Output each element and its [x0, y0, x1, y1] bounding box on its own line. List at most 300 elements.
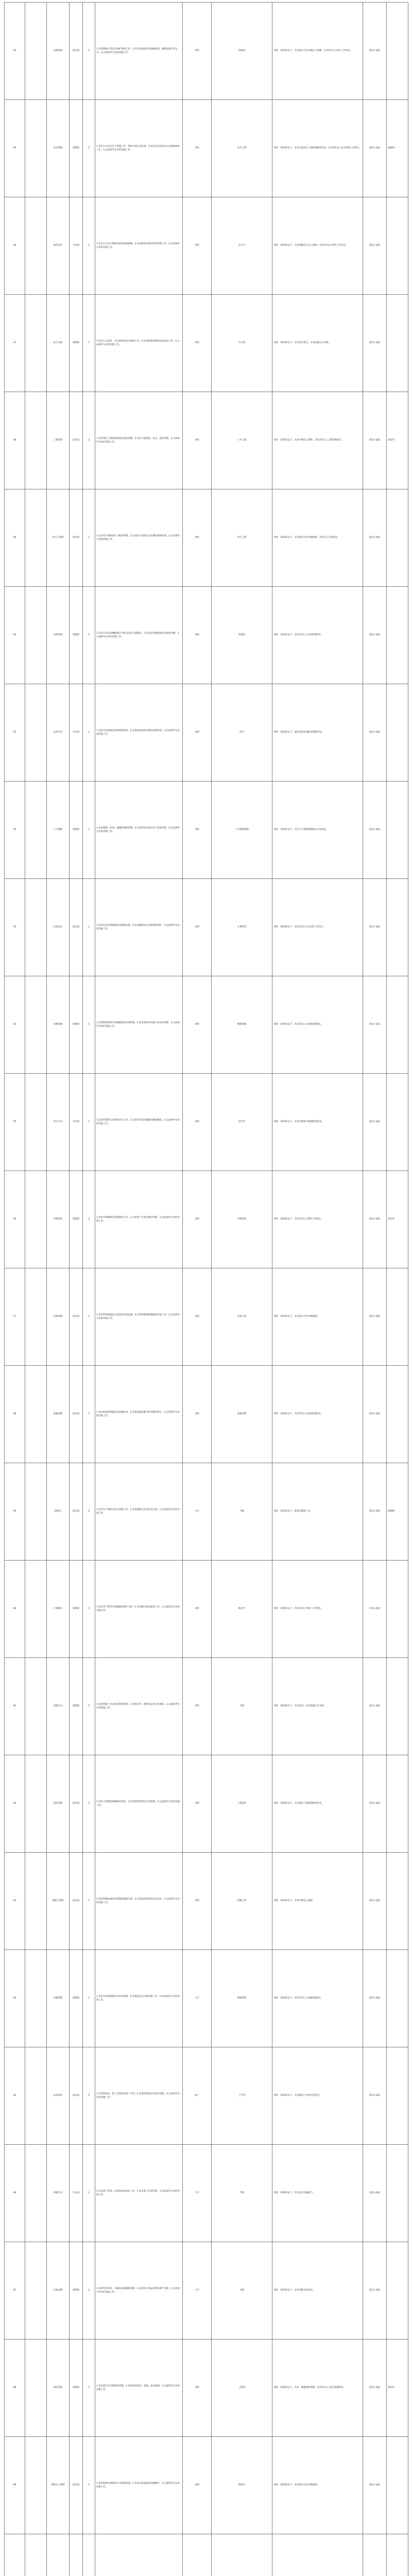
row-education: 本科	[183, 1366, 212, 1463]
row-position: 质量管理	[47, 1366, 70, 1463]
row-number: 51	[5, 684, 25, 782]
row-major: 不限	[212, 1463, 272, 1561]
table-row	[5, 1171, 408, 1268]
row-count: 2	[83, 1463, 95, 1561]
row-note	[387, 587, 408, 684]
row-count: 1	[83, 1074, 95, 1171]
row-duties: 1.负责环保设施运行监督及环境监测。2.负责环保资料编制及申报工作。3.完成领导交办的其他工作。	[95, 1268, 183, 1366]
row-education: 大专	[183, 1950, 212, 2047]
row-conditions: 年龄：35周岁以下；具有初级会计以上职称；具有2年以上财务工作经历。	[272, 197, 363, 295]
row-duties	[95, 2534, 183, 2576]
row-duties: 1.负责公司安全生产管理工作，组织开展安全检查。2.负责安全培训及应急演练组织工作。3.完成领导交办的其他工作。	[95, 100, 183, 197]
row-major: 不限	[212, 1658, 272, 1755]
row-conditions: 年龄：35周岁以下；具有3年以上运营管理经历。	[272, 587, 363, 684]
row-conditions: 年龄：40周岁以下；具有一级建造师资格；具有5年以上项目管理经历。	[272, 2340, 363, 2437]
row-type: 技术岗	[70, 879, 83, 976]
row-major: 质量管理	[212, 1366, 272, 1463]
row-unit	[25, 1268, 47, 1366]
row-education: 大专	[183, 2145, 212, 2242]
row-position: 行政后勤	[47, 2242, 70, 2340]
row-unit	[25, 1171, 47, 1268]
row-conditions: 年龄：35周岁以下；中共党员优先；具有较强文字功底。	[272, 295, 363, 392]
row-type: 管理岗	[70, 1658, 83, 1755]
row-type: 技术岗	[70, 1366, 83, 1463]
row-conditions: 年龄：35周岁以下；具有2年以上统计工作经历。	[272, 1561, 363, 1658]
row-count: 1	[83, 1366, 95, 1463]
row-note	[387, 1950, 408, 2047]
row-unit	[25, 782, 47, 879]
row-conditions: 年龄：35周岁以下；具有中级以上职称。	[272, 1853, 363, 1950]
table-row	[5, 2145, 408, 2242]
row-type: 专业岗	[70, 197, 83, 295]
row-education: 大专	[183, 2242, 212, 2340]
row-note	[387, 2047, 408, 2145]
row-duties: 1.负责生产经营计划编制及统计分析。2.负责统计报表报送工作。3.完成领导交办的其他工作。	[95, 1561, 183, 1658]
row-exam: 笔试+面试	[363, 1074, 387, 1171]
row-duties: 1.负责物资采购计划编制及供应商管理。2.负责采购合同执行及成本控制。3.完成领导交办的其他工作。	[95, 976, 183, 1074]
row-unit	[25, 2534, 47, 2576]
row-type: 管理岗	[70, 1561, 83, 1658]
row-position: 采购管理	[47, 976, 70, 1074]
row-position: 财务会计	[47, 197, 70, 295]
row-note	[387, 1074, 408, 1171]
row-position: 电气工程师	[47, 489, 70, 587]
row-number: 64	[5, 1950, 25, 2047]
row-number: 55	[5, 1074, 25, 1171]
row-count: 1	[83, 2242, 95, 2340]
row-major: 安全工程	[212, 100, 272, 197]
row-number: 45	[5, 100, 25, 197]
row-count: 2	[83, 1171, 95, 1268]
row-major: 人力资源管理	[212, 782, 272, 879]
row-number: 67	[5, 2242, 25, 2340]
row-note	[387, 782, 408, 879]
row-unit	[25, 684, 47, 782]
row-count: 1	[83, 2145, 95, 2242]
table-row	[5, 3, 408, 100]
row-count: 1	[83, 1853, 95, 1950]
row-unit	[25, 1950, 47, 2047]
table-row	[5, 489, 408, 587]
row-duties: 1.负责项目工程现场管理及进度控制。2.负责工程质量、安全、造价管理。3.完成领导交办的其他工作。	[95, 392, 183, 489]
row-duties: 1.负责合同审核及法律风险防控。2.负责诉讼案件处理及法律咨询。3.完成领导交办的其他工作。	[95, 684, 183, 782]
row-exam: 笔试+面试	[363, 2437, 387, 2534]
row-note: 需驻外	[387, 2340, 408, 2437]
row-number: 58	[5, 1366, 25, 1463]
table-row	[5, 1853, 408, 1950]
row-education: 本科	[183, 2340, 212, 2437]
row-education: 本科	[183, 392, 212, 489]
row-count: 1	[83, 2437, 95, 2534]
row-duties: 1.负责电气系统设计与维护管理。2.负责电气设备运行监测及故障处理。3.完成领导交办的其他工作。	[95, 489, 183, 587]
row-education: 本科	[183, 1755, 212, 1853]
table-row	[5, 684, 408, 782]
row-position: 信息技术	[47, 879, 70, 976]
row-number: 59	[5, 1463, 25, 1561]
row-number: 49	[5, 489, 25, 587]
row-education: 本科	[183, 1561, 212, 1658]
row-note	[387, 976, 408, 1074]
row-education: 本科	[183, 1268, 212, 1366]
row-count: 1	[83, 1658, 95, 1755]
row-type: 管理岗	[70, 2340, 83, 2437]
row-exam: 笔试+面试	[363, 3, 387, 100]
row-note	[387, 1658, 408, 1755]
row-type: 管理岗	[70, 782, 83, 879]
row-duties: 1.负责机械设备技术管理及维修计划。2.负责设备改造及技术攻关。3.完成领导交办的其他工作。	[95, 1853, 183, 1950]
row-unit	[25, 3, 47, 100]
row-major: 物流管理	[212, 976, 272, 1074]
row-count: 1	[83, 1268, 95, 1366]
row-education: 本科	[183, 684, 212, 782]
row-position: 调度员	[47, 1463, 70, 1561]
row-type: 管理岗	[70, 295, 83, 392]
row-unit	[25, 1366, 47, 1463]
row-type: 专业岗	[70, 1074, 83, 1171]
row-number: 62	[5, 1755, 25, 1853]
recruitment-table	[4, 2, 408, 2576]
row-unit	[25, 2340, 47, 2437]
row-number: 48	[5, 392, 25, 489]
table-row	[5, 2242, 408, 2340]
row-conditions: 年龄：35周岁以下；具有造价工程师资格者优先。	[272, 1755, 363, 1853]
row-note	[387, 1853, 408, 1950]
row-count: 1	[83, 197, 95, 295]
row-note	[387, 1561, 408, 1658]
row-type	[70, 2534, 83, 2576]
row-conditions: 年龄：35周岁以下；中共党员；具有较强文字功底。	[272, 1658, 363, 1755]
row-duties: 1.负责招聘、培训、薪酬及绩效管理。2.负责劳动关系及员工档案管理。3.完成领导交办的其他工作。	[95, 782, 183, 879]
row-position: 安全管理	[47, 100, 70, 197]
table-row	[5, 392, 408, 489]
table-row	[5, 1074, 408, 1171]
table-row	[5, 2047, 408, 2145]
row-exam: 笔试+面试	[363, 1853, 387, 1950]
row-number: 68	[5, 2340, 25, 2437]
row-count: 1	[83, 976, 95, 1074]
row-count: 1	[83, 3, 95, 100]
row-exam: 笔试+面试	[363, 489, 387, 587]
row-type: 管理岗	[70, 587, 83, 684]
row-duties: 1.负责信息化系统建设及网络运维。2.负责数据安全及软硬件维护。3.完成领导交办的其他工作。	[95, 879, 183, 976]
row-unit	[25, 1853, 47, 1950]
row-conditions: 年龄：35周岁以下；具有相关专业中级职称。	[272, 2437, 363, 2534]
table-row	[5, 1950, 408, 2047]
row-type: 专业岗	[70, 684, 83, 782]
row-duties: 1.负责行政事务、车辆及后勤保障管理。2.负责办公用品采购及资产管理。3.完成领导交办的其他工作。	[95, 2242, 183, 2340]
row-number: 53	[5, 879, 25, 976]
row-education: 大专	[183, 1463, 212, 1561]
row-education: 本科	[183, 2437, 212, 2534]
row-conditions: 年龄：35周岁以下；具有良好沟通能力。	[272, 2145, 363, 2242]
row-position: 市场营销	[47, 1171, 70, 1268]
row-major: 给排水	[212, 2437, 272, 2534]
row-position: 环保管理	[47, 1268, 70, 1366]
row-duties: 1.负责市场调研及营销策划工作。2.负责客户开发及维护管理。3.完成领导交办的其他工作。	[95, 1171, 183, 1268]
row-major: 机械类	[212, 3, 272, 100]
row-number: 65	[5, 2047, 25, 2145]
row-type: 管理岗	[70, 976, 83, 1074]
row-number: 54	[5, 976, 25, 1074]
row-duties: 1.负责新技术、新工艺研发及推广应用。2.负责科研项目申报及管理。3.完成领导交办的其他工作。	[95, 2047, 183, 2145]
row-position: 设备管理	[47, 3, 70, 100]
row-number: 60	[5, 1561, 25, 1658]
row-education: 本科	[183, 489, 212, 587]
row-note	[387, 1366, 408, 1463]
table-row	[5, 2340, 408, 2437]
row-duties: 1.负责系统日常运行维护管理工作。2.负责设备巡检及故障排查，确保设备正常运行。3.完成领导交办的其他工作。	[95, 3, 183, 100]
row-unit	[25, 2145, 47, 2242]
row-count	[83, 2534, 95, 2576]
row-major: 管理类	[212, 587, 272, 684]
table-row	[5, 587, 408, 684]
row-major: 工学类	[212, 2047, 272, 2145]
row-number: 50	[5, 587, 25, 684]
row-position: 客服专员	[47, 2145, 70, 2242]
row-type: 技术岗	[70, 3, 83, 100]
row-number: 44	[5, 3, 25, 100]
row-note: 需值班	[387, 100, 408, 197]
row-number: 52	[5, 782, 25, 879]
row-type: 技术岗	[70, 392, 83, 489]
row-exam: 笔试+面试	[363, 1755, 387, 1853]
table-row	[5, 879, 408, 976]
table-body	[5, 3, 408, 2576]
row-number: 56	[5, 1171, 25, 1268]
row-education: 硕士	[183, 2047, 212, 2145]
row-major	[212, 2534, 272, 2576]
row-unit	[25, 1561, 47, 1658]
row-major: 机械工程	[212, 1853, 272, 1950]
row-conditions: 年龄：35周岁以下；具有研发工作经历者优先。	[272, 2047, 363, 2145]
row-position: 技术研发	[47, 2047, 70, 2145]
table-row	[5, 1366, 408, 1463]
row-unit	[25, 2437, 47, 2534]
row-education: 本科	[183, 1074, 212, 1171]
row-education: 本科	[183, 100, 212, 197]
row-conditions: 年龄：35周岁以下；具有中级审计师职称者优先。	[272, 1074, 363, 1171]
row-number: 57	[5, 1268, 25, 1366]
row-education: 本科	[183, 587, 212, 684]
row-major: 物流管理	[212, 1950, 272, 2047]
row-position: 工程管理	[47, 392, 70, 489]
row-note	[387, 2437, 408, 2534]
row-unit	[25, 197, 47, 295]
row-count: 1	[83, 587, 95, 684]
row-note	[387, 2242, 408, 2340]
row-type: 技术岗	[70, 1755, 83, 1853]
row-major: 不限	[212, 2242, 272, 2340]
row-exam: 笔试+面试	[363, 392, 387, 489]
row-conditions: 年龄：35周岁以下；具有人力资源管理师证书者优先。	[272, 782, 363, 879]
row-count: 1	[83, 1561, 95, 1658]
table-row	[5, 2437, 408, 2534]
row-count: 1	[83, 1755, 95, 1853]
row-duties: 1.负责仓库物资收发及库存管理。2.负责盘点及台账管理工作。3.完成领导交办的其他工作。	[95, 1950, 183, 2047]
row-unit	[25, 1463, 47, 1561]
row-count: 1	[83, 1950, 95, 2047]
row-note: 需驻外	[387, 392, 408, 489]
row-type: 技术岗	[70, 1853, 83, 1950]
row-exam: 笔试+面试	[363, 684, 387, 782]
row-unit	[25, 1074, 47, 1171]
row-position: 审计专员	[47, 1074, 70, 1171]
row-count: 1	[83, 684, 95, 782]
row-education: 本科	[183, 782, 212, 879]
row-major: 审计学	[212, 1074, 272, 1171]
row-number: 46	[5, 197, 25, 295]
row-position: 人力资源	[47, 782, 70, 879]
table-row	[5, 100, 408, 197]
row-major: 环境工程	[212, 1268, 272, 1366]
row-position: 造价管理	[47, 1755, 70, 1853]
row-education: 本科	[183, 976, 212, 1074]
row-education: 本科	[183, 1658, 212, 1755]
row-count: 1	[83, 2340, 95, 2437]
row-duties: 1.负责项目全过程组织管理。2.负责项目进度、质量、成本控制。3.完成领导交办的其他工作。	[95, 2340, 183, 2437]
row-unit	[25, 295, 47, 392]
row-duties: 1.负责党建工作及党员教育管理。2.负责宣传、群团及企业文化建设。3.完成领导交办的其他工作。	[95, 1658, 183, 1755]
row-major: 市场营销	[212, 1171, 272, 1268]
row-note	[387, 295, 408, 392]
row-count: 1	[83, 100, 95, 197]
row-position: 机械工程师	[47, 1853, 70, 1950]
row-note	[387, 489, 408, 587]
row-position: 计划统计	[47, 1561, 70, 1658]
table-row	[5, 2534, 408, 2576]
row-duties: 1.负责客户咨询、投诉处理及回访工作。2.负责客户信息管理。3.完成领导交办的其他工作。	[95, 2145, 183, 2242]
row-unit	[25, 587, 47, 684]
table-row	[5, 976, 408, 1074]
row-duties: 1.负责生产调度及运行协调工作。2.负责调度记录及信息汇报。3.完成领导交办的其他工作。	[95, 1463, 183, 1561]
row-unit	[25, 100, 47, 197]
row-type: 技术岗	[70, 1463, 83, 1561]
row-note	[387, 1268, 408, 1366]
row-position: 综合文秘	[47, 295, 70, 392]
row-major: 电气工程	[212, 489, 272, 587]
row-position	[47, 2534, 70, 2576]
row-position: 党建专员	[47, 1658, 70, 1755]
row-conditions: 年龄：35周岁以下；具有注册安全工程师资格者优先；具有3年以上安全管理工作经历。	[272, 100, 363, 197]
row-duties: 1.负责给排水系统设计及运维管理。2.负责水质监测及设施维护。3.完成领导交办的其他工作。	[95, 2437, 183, 2534]
row-education: 本科	[183, 1853, 212, 1950]
table-row	[5, 1755, 408, 1853]
row-exam: 笔试+面试	[363, 1366, 387, 1463]
row-conditions: 年龄：35周岁以下；通过国家法律职业资格考试。	[272, 684, 363, 782]
recruitment-table-sheet	[4, 2, 408, 2576]
table-row	[5, 197, 408, 295]
table-row	[5, 782, 408, 879]
row-count: 2	[83, 392, 95, 489]
row-number: 63	[5, 1853, 25, 1950]
row-count: 2	[83, 2047, 95, 2145]
row-education	[183, 2534, 212, 2576]
row-type: 技术岗	[70, 1268, 83, 1366]
row-exam: 笔试+面试	[363, 1561, 387, 1658]
row-exam: 笔试+面试	[363, 782, 387, 879]
row-type: 技术岗	[70, 2047, 83, 2145]
row-number: 66	[5, 2145, 25, 2242]
row-type: 技术岗	[70, 489, 83, 587]
row-duties: 1.负责内部审计及风险评估工作。2.负责审计报告编制及整改跟踪。3.完成领导交办的其他工作。	[95, 1074, 183, 1171]
row-education: 本科	[183, 197, 212, 295]
row-unit	[25, 1755, 47, 1853]
row-duties: 1.负责公司运营数据统计分析及运营方案制定。2.负责运营流程优化及绩效考核。3.完成领导交办的其他工作。	[95, 587, 183, 684]
row-position: 运营管理	[47, 587, 70, 684]
row-major: 法学	[212, 684, 272, 782]
row-education: 本科	[183, 295, 212, 392]
row-conditions: 年龄：35周岁以下；具有3年以上营销工作经历。	[272, 1171, 363, 1268]
table-row	[5, 1561, 408, 1658]
row-position: 法务专员	[47, 684, 70, 782]
row-count: 1	[83, 782, 95, 879]
table-row	[5, 295, 408, 392]
row-number: 61	[5, 1658, 25, 1755]
row-position: 给排水工程师	[47, 2437, 70, 2534]
row-exam: 笔试+面试	[363, 587, 387, 684]
table-row	[5, 1268, 408, 1366]
row-type: 管理岗	[70, 2242, 83, 2340]
row-conditions: 年龄：35周岁以下；具有中级以上职称；具有3年以上工程管理经历。	[272, 392, 363, 489]
row-conditions: 年龄：35周岁以下；具有相关专业中级以上职称；具有3年以上相关工作经历。	[272, 3, 363, 100]
row-exam: 笔试+面试	[363, 976, 387, 1074]
row-type: 管理岗	[70, 1950, 83, 2047]
row-note	[387, 2534, 408, 2576]
row-education: 本科	[183, 879, 212, 976]
row-conditions: 年龄：35周岁以下；具有3年以上质量管理经历。	[272, 1366, 363, 1463]
row-note	[387, 684, 408, 782]
row-number	[5, 2534, 25, 2576]
row-duties: 1.负责公司会计核算及财务报表编制。2.负责税务申报及资金管理工作。3.完成领导交办的其他工作。	[95, 197, 183, 295]
row-exam: 笔试+面试	[363, 295, 387, 392]
row-conditions: 年龄：35周岁以下；能适应倒班工作。	[272, 1463, 363, 1561]
row-exam	[363, 2534, 387, 2576]
row-conditions: 年龄：35周岁以下；具有2年以上信息化工作经历。	[272, 879, 363, 976]
row-note	[387, 197, 408, 295]
row-exam: 笔试+面试	[363, 2340, 387, 2437]
row-education: 本科	[183, 3, 212, 100]
row-count: 1	[83, 295, 95, 392]
row-conditions: 年龄：35周岁以下；具有驾驶证者优先。	[272, 2242, 363, 2340]
row-unit	[25, 976, 47, 1074]
row-unit	[25, 2047, 47, 2145]
row-exam: 笔试+面试	[363, 1658, 387, 1755]
row-exam: 笔试+面试	[363, 1950, 387, 2047]
row-conditions: 年龄：35周岁以下；具有相关专业中级职称。	[272, 1268, 363, 1366]
row-conditions	[272, 2534, 363, 2576]
row-note	[387, 1755, 408, 1853]
row-type: 管理岗	[70, 100, 83, 197]
row-type: 管理岗	[70, 1171, 83, 1268]
row-conditions: 年龄：35周岁以下；具有2年以上仓储管理经历。	[272, 1950, 363, 2047]
row-count: 1	[83, 879, 95, 976]
row-major: 计算机类	[212, 879, 272, 976]
row-conditions: 年龄：35周岁以下；具有相关专业中级职称；具有电工证者优先。	[272, 489, 363, 587]
row-unit	[25, 879, 47, 976]
row-duties: 1.负责公文起草、会议组织及综合协调工作。2.负责档案管理及信息报送工作。3.完成领导交办的其他工作。	[95, 295, 183, 392]
row-exam: 笔试+面试	[363, 1268, 387, 1366]
row-major: 工程造价	[212, 1755, 272, 1853]
row-exam: 笔试+面试	[363, 2145, 387, 2242]
row-exam: 笔试+面试	[363, 1463, 387, 1561]
row-number: 69	[5, 2437, 25, 2534]
row-unit	[25, 1658, 47, 1755]
table-row	[5, 1658, 408, 1755]
row-major: 统计学	[212, 1561, 272, 1658]
row-count: 1	[83, 489, 95, 587]
row-duties: 1.负责工程预结算编制及审核。2.负责造价控制及合同管理。3.完成领导交办的其他工作。	[95, 1755, 183, 1853]
row-major: 会计学	[212, 197, 272, 295]
